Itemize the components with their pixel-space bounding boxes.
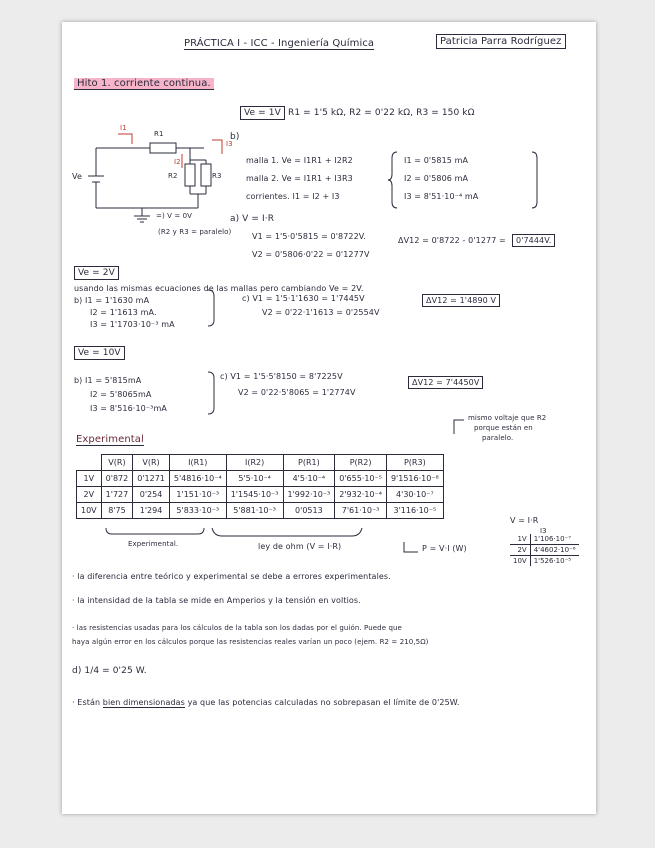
experimental-table (76, 454, 444, 519)
mesh-2: malla 2. Ve = I1R1 + I3R3 (246, 174, 353, 183)
parallel-note-2: porque están en (474, 424, 533, 432)
experimental-caption: Experimental. (128, 540, 179, 548)
table-cell: 4'5·10⁻⁴ (283, 471, 335, 487)
i3-mini-table (510, 534, 579, 566)
circuit-r1-label: R1 (154, 130, 164, 138)
side-sub: I3 (540, 527, 547, 535)
delta-v-calc: ΔV12 = 0'8722 - 0'1277 = (398, 236, 506, 245)
table-cell: 0'1271 (133, 471, 170, 487)
mini-row: 10V 1'526·10⁻⁵ (510, 556, 579, 567)
section2-note: usando las mismas ecuaciones de las mallas pero cambiando Ve = 2V. (74, 284, 364, 293)
final-note-prefix: · Están (72, 698, 101, 707)
note-3: · las resistencias usadas para los cálculos de la tabla son los dadas por el guión. Puede que (72, 624, 402, 632)
s3-v2: V2 = 0'22·5'8065 = 1'2774V (238, 388, 356, 397)
s2-v2: V2 = 0'22·1'1613 = 0'2554V (262, 308, 380, 317)
part-b-label: b) (230, 132, 240, 142)
i2-result: I2 = 0'5806 mA (404, 174, 469, 183)
table-cell: 2'932·10⁻⁴ (335, 487, 387, 503)
table-cell: 1'727 (101, 487, 133, 503)
final-note (72, 698, 460, 707)
parallel-note: (R2 y R3 = paralelo) (158, 228, 232, 236)
resistor-values: R1 = 1'5 kΩ, R2 = 0'22 kΩ, R3 = 150 kΩ (288, 108, 475, 118)
s2-i2: I2 = 1'1613 mA. (90, 308, 157, 317)
col-header: P(R3) (386, 455, 443, 471)
s2-v1: c) V1 = 1'5·1'1630 = 1'7445V (242, 294, 365, 303)
table-cell: 1'151·10⁻³ (169, 487, 226, 503)
delta-v-result: 0'7444V. (512, 234, 555, 247)
table-cell: 0'872 (101, 471, 133, 487)
notebook-page (62, 22, 596, 814)
mini-row: 2V 4'4602·10⁻⁶ (510, 545, 579, 556)
row-label: 2V (77, 487, 102, 503)
section-title: Hito 1. corriente continua. (74, 78, 214, 90)
v1-calc: V1 = 1'5·0'5815 = 0'8722V. (252, 232, 366, 241)
table-cell: 0'0513 (283, 503, 335, 519)
row-label: 1V (77, 471, 102, 487)
col-header: V(R) (133, 455, 170, 471)
table-cell: 1'1545·10⁻³ (226, 487, 283, 503)
table-cell: 5'4816·10⁻⁴ (169, 471, 226, 487)
table-row (77, 503, 444, 519)
i1-result: I1 = 0'5815 mA (404, 156, 469, 165)
table-cell: 4'30·10⁻⁷ (386, 487, 443, 503)
note-2: · la intensidad de la tabla se mide en Amperios y la tensión en voltios. (72, 596, 361, 605)
power-formula: P = V·I (W) (422, 544, 467, 553)
currents-eq: corrientes. I1 = I2 + I3 (246, 192, 340, 201)
table-row (77, 471, 444, 487)
col-header: I(R2) (226, 455, 283, 471)
table-cell: 9'1516·10⁻⁸ (386, 471, 443, 487)
table-row (77, 487, 444, 503)
circuit-i3-label: I3 (226, 140, 233, 148)
circuit-i1-label: I1 (120, 124, 127, 132)
s3-i1: b) I1 = 5'815mA (74, 376, 142, 385)
s2-i3: I3 = 1'1703·10⁻³ mA (90, 320, 175, 329)
s2-delta: ΔV12 = 1'4890 V (422, 294, 500, 307)
col-header: P(R2) (335, 455, 387, 471)
table-cell: 8'75 (101, 503, 133, 519)
side-formula: V = I·R (510, 516, 539, 525)
ohm-law: a) V = I·R (230, 214, 275, 224)
col-header: P(R1) (283, 455, 335, 471)
table-cell: 7'61·10⁻³ (335, 503, 387, 519)
table-cell: 5'5·10⁻⁴ (226, 471, 283, 487)
s3-i2: I2 = 5'8065mA (90, 390, 152, 399)
ohm-caption: ley de ohm (V = I·R) (258, 542, 342, 551)
ve-2v-box: Ve = 2V (74, 266, 119, 280)
i3-result: I3 = 8'51·10⁻⁴ mA (404, 192, 479, 201)
page-title: PRÁCTICA I - ICC - Ingeniería Química (184, 38, 375, 49)
experimental-title: Experimental (76, 434, 144, 445)
s3-i3: I3 = 8'516·10⁻³mA (90, 404, 167, 413)
author-name: Patricia Parra Rodríguez (436, 34, 566, 49)
ve-10v-box: Ve = 10V (74, 346, 125, 360)
parallel-note-3: paralelo. (482, 434, 514, 442)
circuit-i2-label: I2 (174, 158, 181, 166)
circuit-r3-label: R3 (212, 172, 222, 180)
table-cell: 5'881·10⁻³ (226, 503, 283, 519)
col-header: V(R) (101, 455, 133, 471)
note-4: haya algún error en los cálculos porque las resistencias reales varían un poco (ejem. R2 = 210,5Ω) (72, 638, 429, 646)
s2-i1: b) I1 = 1'1630 mA (74, 296, 150, 305)
s3-delta: ΔV12 = 7'4450V (408, 376, 483, 389)
ve-box: Ve = 1V (240, 106, 285, 120)
parallel-note-1: mismo voltaje que R2 (468, 414, 547, 422)
final-note-underlined: bien dimensionadas (102, 698, 185, 707)
mesh-1: malla 1. Ve = I1R1 + I2R2 (246, 156, 353, 165)
table-cell: 1'294 (133, 503, 170, 519)
s3-v1: c) V1 = 1'5·5'8150 = 8'7225V (220, 372, 343, 381)
circuit-ve-label: Ve (72, 172, 82, 181)
table-cell: 5'833·10⁻³ (169, 503, 226, 519)
table-cell: 1'992·10⁻³ (283, 487, 335, 503)
col-header: I(R1) (169, 455, 226, 471)
note-1: · la diferencia entre teórico y experimental se debe a errores experimentales. (72, 572, 391, 581)
part-d: d) 1/4 = 0'25 W. (72, 666, 147, 676)
final-note-suffix: ya que las potencias calculadas no sobrepasan el límite de 0'25W. (187, 698, 460, 707)
table-cell: 0'254 (133, 487, 170, 503)
circuit-r2-label: R2 (168, 172, 178, 180)
v2-calc: V2 = 0'5806·0'22 = 0'1277V (252, 250, 370, 259)
row-label: 10V (77, 503, 102, 519)
table-cell: 3'116·10⁻⁵ (386, 503, 443, 519)
mini-row: 1V 1'106·10⁻⁷ (510, 534, 579, 545)
ground-note: =) V = 0V (156, 212, 193, 220)
table-cell: 0'655·10⁻⁵ (335, 471, 387, 487)
